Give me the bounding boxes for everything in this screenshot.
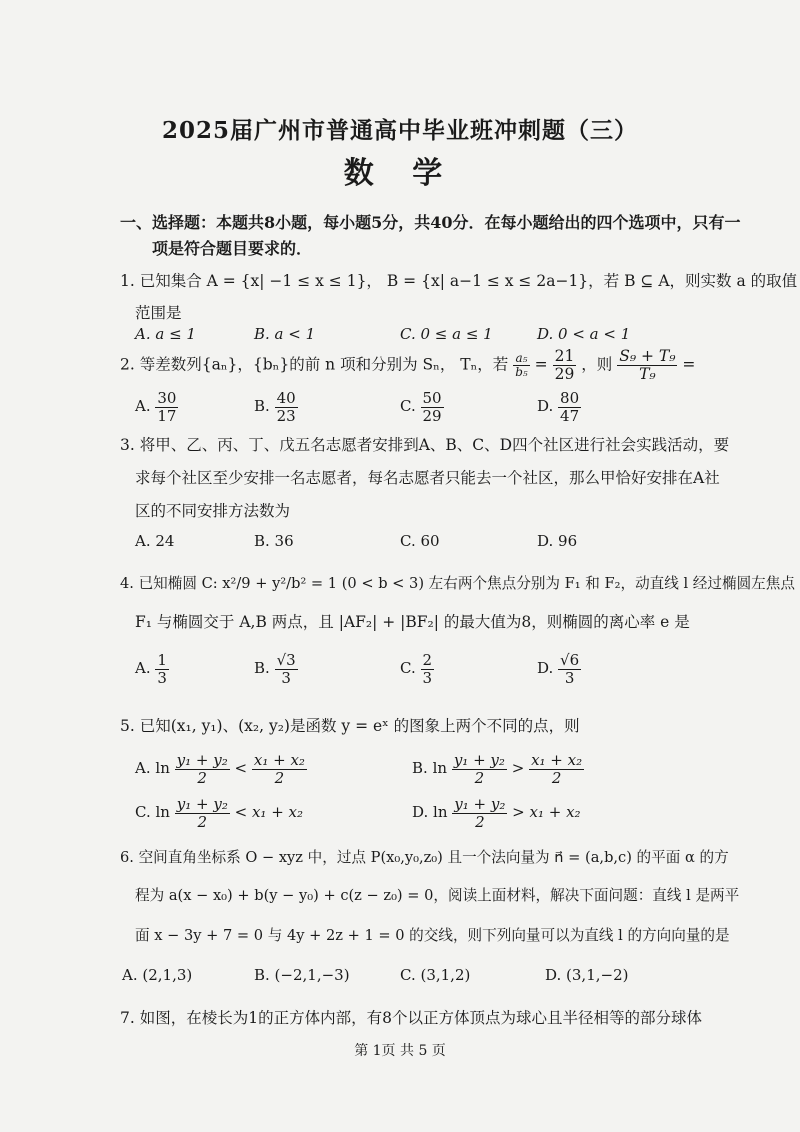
q1-option-a: A. a ≤ 1 <box>135 325 196 343</box>
q5-option-a-num: y₁ + y₂ <box>176 751 228 769</box>
q2-ask-num: S₉ + T₉ <box>619 347 676 365</box>
q5-option-d-num: y₁ + y₂ <box>454 795 506 813</box>
q3-option-b: B. 36 <box>254 532 294 550</box>
q1-line2: 范围是 <box>135 304 182 322</box>
q1-line1: 1. 已知集合 A = {x| −1 ≤ x ≤ 1}， B = {x| a−1 ≤ x ≤ 2a−1}，若 B ⊆ A，则实数 a 的取值 <box>120 272 798 290</box>
q6-option-c: C. (3,1,2) <box>400 966 471 984</box>
q5-option-a-rnum: x₁ + x₂ <box>253 751 305 769</box>
q5-option-c <box>135 796 303 830</box>
q5-option-b-op: > <box>511 759 525 777</box>
q5-option-d-label: D. <box>412 803 429 821</box>
q2-option-a-num: 30 <box>157 389 177 407</box>
q2-option-a-den: 17 <box>157 406 177 425</box>
q5-option-a-label: A. <box>135 759 151 777</box>
q1-option-b: B. a < 1 <box>254 325 316 343</box>
q5-option-d-op: > x₁ + x₂ <box>512 803 581 821</box>
q5-option-a-ln: ln <box>155 759 170 777</box>
q4-option-a-den: 3 <box>157 668 167 687</box>
q2-mid: ，则 <box>581 355 613 374</box>
q4-option-c <box>400 652 434 686</box>
q3-line1: 3. 将甲、乙、丙、丁、戊五名志愿者安排到A、B、C、D四个社区进行社会实践活动，要 <box>120 436 730 454</box>
q5-option-b-label: B. <box>412 759 428 777</box>
q2-option-c <box>400 390 444 424</box>
q4-option-a-label: A. <box>135 659 151 677</box>
q2-tail: = <box>682 355 696 374</box>
q3-option-a: A. 24 <box>135 532 175 550</box>
q5-option-a-op: < <box>234 759 248 777</box>
q5-option-d-den: 2 <box>475 812 485 831</box>
q2-option-b-den: 23 <box>276 406 296 425</box>
q2-option-d-label: D. <box>537 397 554 415</box>
q2-ratio-num: 21 <box>554 347 575 365</box>
q7-line1: 7. 如图，在棱长为1的正方体内部，有8个以正方体顶点为球心且半径相等的部分球体 <box>120 1009 702 1027</box>
q1-option-d: D. 0 < a < 1 <box>537 325 631 343</box>
q2-condition-fraction <box>513 352 530 379</box>
exam-title: 2025届广州市普通高中毕业班冲刺题（三） <box>161 117 638 144</box>
q5-option-c-ln: ln <box>155 803 170 821</box>
q5-line1: 5. 已知(x₁, y₁)、(x₂, y₂)是函数 y = eˣ 的图象上两个不同的点，则 <box>120 717 580 735</box>
q6-option-a: A. (2,1,3) <box>122 966 193 984</box>
q5-option-c-num: y₁ + y₂ <box>176 795 228 813</box>
q4-option-d <box>537 652 581 686</box>
q2-option-a <box>135 390 178 424</box>
page-footer: 第 1页 共 5 页 <box>354 1043 446 1059</box>
q4-option-c-num: 2 <box>422 651 433 669</box>
section-heading-line2: 项是符合题目要求的． <box>152 239 313 258</box>
q4-option-a-num: 1 <box>157 651 167 669</box>
q2-option-c-num: 50 <box>422 389 442 407</box>
q4-option-d-label: D. <box>537 659 554 677</box>
q4-option-c-label: C. <box>400 659 416 677</box>
q2-option-c-den: 29 <box>422 406 442 425</box>
q2-option-b-num: 40 <box>276 389 296 407</box>
q2-cond-den: b₅ <box>515 365 528 380</box>
q4-line2: F₁ 与椭圆交于 A,B 两点，且 |AF₂| + |BF₂| 的最大值为8，则椭圆的离心率 e 是 <box>135 613 690 631</box>
q3-option-c: C. 60 <box>400 532 440 550</box>
q2-ratio-den: 29 <box>554 365 575 384</box>
q4-option-b-den: 3 <box>281 668 291 687</box>
q1-option-c: C. 0 ≤ a ≤ 1 <box>400 325 493 343</box>
q4-option-d-num: √6 <box>560 651 580 669</box>
q2-stem <box>120 348 695 383</box>
q5-option-c-op: < x₁ + x₂ <box>234 803 304 821</box>
q2-option-b <box>254 390 298 424</box>
q4-option-b <box>254 652 298 686</box>
q5-option-c-den: 2 <box>197 812 208 831</box>
q5-option-a <box>135 752 307 786</box>
q5-option-c-label: C. <box>135 803 151 821</box>
q2-ask-fraction <box>617 348 677 383</box>
q2-cond-num: a₅ <box>513 352 530 366</box>
q3-line2: 求每个社区至少安排一名志愿者，每名志愿者只能去一个社区，那么甲恰好安排在A社 <box>135 469 720 487</box>
subject-heading: 数 学 <box>343 156 457 191</box>
q4-line1: 4. 已知椭圆 C: x²/9 + y²/b² = 1 (0 < b < 3) 左右两个焦点分别为 F₁ 和 F₂，动直线 l 经过椭圆左焦点 <box>120 575 795 592</box>
q6-option-d: D. (3,1,−2) <box>545 966 629 984</box>
q5-option-b <box>412 752 584 786</box>
q2-cond-eq: = <box>534 355 548 374</box>
section-heading-line1: 一、选择题：本题共8小题，每小题5分，共40分．在每小题给出的四个选项中，只有一 <box>120 213 741 232</box>
q6-line3: 面 x − 3y + 7 = 0 与 4y + 2z + 1 = 0 的交线，则下列向量可以为直线 l 的方向向量的是 <box>135 927 730 944</box>
q6-option-b: B. (−2,1,−3) <box>254 966 350 984</box>
q2-option-c-label: C. <box>400 397 416 415</box>
q2-ask-den: T₉ <box>639 365 656 384</box>
q4-option-d-den: 3 <box>564 668 575 687</box>
q2-option-d-num: 80 <box>560 389 580 407</box>
q6-line1: 6. 空间直角坐标系 O − xyz 中，过点 P(x₀,y₀,z₀) 且一个法向量为 n⃗ = (a,b,c) 的平面 α 的方 <box>120 849 729 866</box>
q5-option-a-den: 2 <box>197 768 207 787</box>
q2-prefix: 2. 等差数列{aₙ}，{bₙ}的前 n 项和分别为 Sₙ， Tₙ，若 <box>120 355 509 374</box>
q3-line3: 区的不同安排方法数为 <box>135 502 291 520</box>
q3-option-d: D. 96 <box>537 532 578 550</box>
q5-option-d <box>412 796 581 830</box>
q4-option-b-label: B. <box>254 659 270 677</box>
q5-option-b-den: 2 <box>474 768 485 787</box>
q4-option-a <box>135 652 169 686</box>
q2-ratio-fraction <box>553 348 577 383</box>
q5-option-b-ln: ln <box>432 759 448 777</box>
q5-option-b-rnum: x₁ + x₂ <box>531 751 583 769</box>
q2-option-d-den: 47 <box>560 406 580 425</box>
q5-option-b-num: y₁ + y₂ <box>453 751 505 769</box>
q6-line2: 程为 a(x − x₀) + b(y − y₀) + c(z − z₀) = 0，阅读上面材料，解决下面问题：直线 l 是两平 <box>135 887 740 904</box>
q2-option-a-label: A. <box>135 397 151 415</box>
q4-option-b-num: √3 <box>276 651 296 669</box>
q2-option-b-label: B. <box>254 397 270 415</box>
q5-option-a-rden: 2 <box>274 768 285 787</box>
q4-option-c-den: 3 <box>422 668 433 687</box>
q5-option-d-ln: ln <box>433 803 448 821</box>
q5-option-b-rden: 2 <box>551 768 562 787</box>
q2-option-d <box>537 390 581 424</box>
